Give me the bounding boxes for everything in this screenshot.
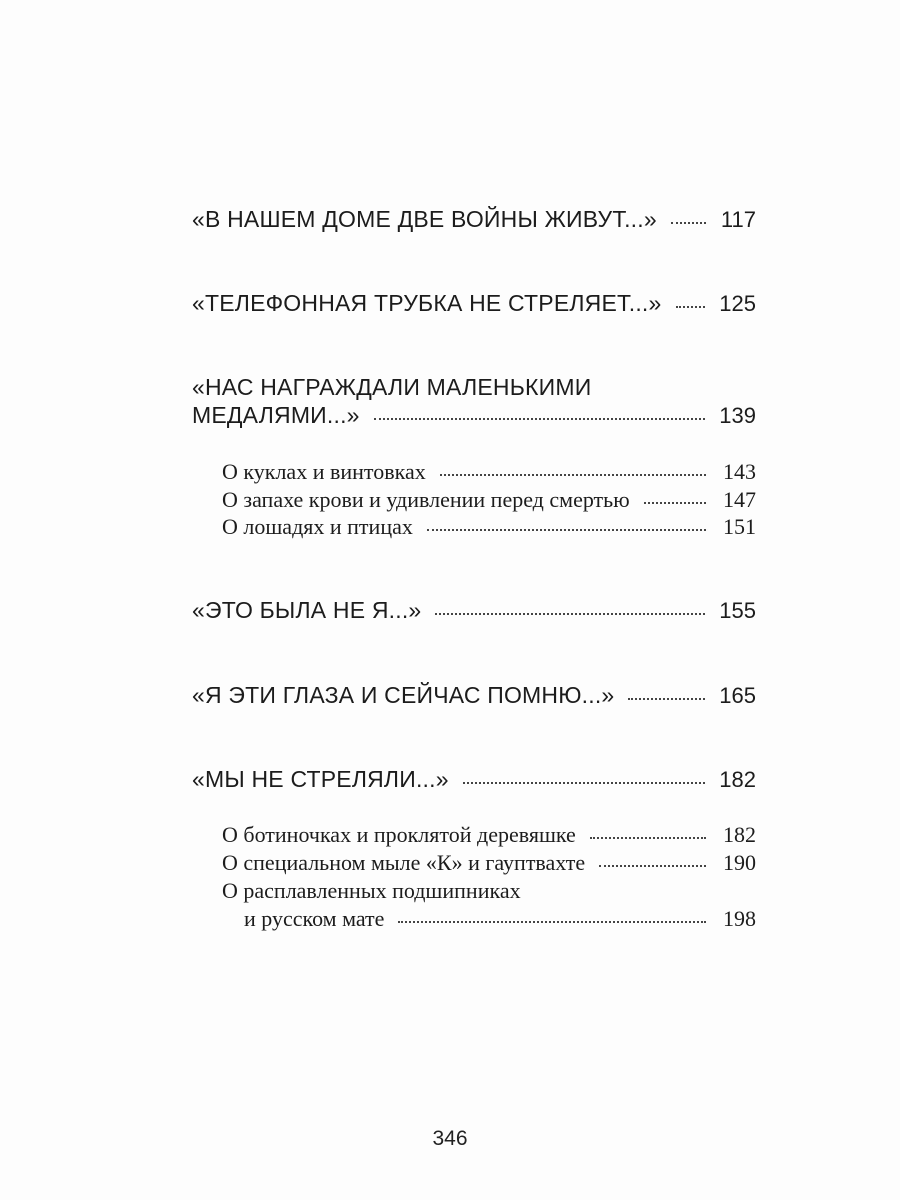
toc-entry-title: «В НАШЕМ ДОМЕ ДВЕ ВОЙНЫ ЖИВУТ...» [192, 206, 657, 232]
toc-entry-title: «ТЕЛЕФОННАЯ ТРУБКА НЕ СТРЕЛЯЕТ...» [192, 290, 662, 316]
toc-subentry-title: О ботиночках и проклятой деревяшке [222, 822, 576, 847]
toc-subentry [222, 514, 756, 540]
dot-leader [435, 613, 705, 615]
toc-subentry-page: 190 [723, 850, 756, 875]
toc-subentry [222, 487, 756, 513]
toc-subentry-title-line1: О расплавленных подшипниках [222, 878, 521, 903]
toc-entry [192, 206, 756, 233]
toc-subentry-title: О лошадях и птицах [222, 514, 413, 539]
dot-leader [398, 921, 706, 923]
toc-entry-page: 165 [719, 683, 756, 708]
dot-leader [463, 782, 706, 784]
toc-entry-title: «МЫ НЕ СТРЕЛЯЛИ...» [192, 766, 449, 792]
toc-subentry [222, 822, 756, 848]
dot-leader [644, 502, 706, 504]
toc-subentry-title: О куклах и винтовках [222, 459, 426, 484]
dot-leader [590, 837, 706, 839]
toc-entry-title: «ЭТО БЫЛА НЕ Я...» [192, 597, 422, 623]
toc-subentry-title: О запахе крови и удивлении перед смертью [222, 487, 630, 512]
toc-subentry-page: 151 [723, 514, 756, 539]
toc-subentry-title-line2: и русском мате [244, 906, 385, 931]
dot-leader [628, 698, 705, 700]
toc-entry-title-line1: «НАС НАГРАЖДАЛИ МАЛЕНЬКИМИ [192, 374, 592, 400]
toc-entry [192, 290, 756, 317]
toc-subentry-page: 198 [723, 906, 756, 931]
toc-entry [192, 402, 756, 429]
dot-leader [676, 306, 706, 308]
dot-leader [599, 865, 706, 867]
toc-entry-page: 182 [719, 767, 756, 792]
toc-entry-page: 125 [719, 291, 756, 316]
dot-leader [671, 222, 706, 224]
toc-entry-page: 117 [720, 207, 756, 232]
toc-entry [192, 766, 756, 793]
dot-leader [440, 474, 706, 476]
dot-leader [427, 529, 706, 531]
toc-subentry [222, 850, 756, 876]
toc-subentry [222, 459, 756, 485]
toc-subentry-page: 182 [723, 822, 756, 847]
toc-entry [192, 597, 756, 624]
toc-subentry-page: 147 [723, 487, 756, 512]
page-number: 346 [432, 1127, 468, 1150]
toc-subentry-page: 143 [723, 459, 756, 484]
toc-entry-title-line2: МЕДАЛЯМИ...» [192, 402, 360, 428]
toc-entry-page: 155 [719, 598, 756, 623]
toc-subentry [244, 906, 756, 932]
toc-entry [192, 682, 756, 709]
dot-leader [374, 418, 706, 420]
toc-subentry-title: О специальном мыле «К» и гауптвахте [222, 850, 586, 875]
toc-entry-page: 139 [719, 403, 756, 428]
toc-entry-title: «Я ЭТИ ГЛАЗА И СЕЙЧАС ПОМНЮ...» [192, 682, 615, 708]
